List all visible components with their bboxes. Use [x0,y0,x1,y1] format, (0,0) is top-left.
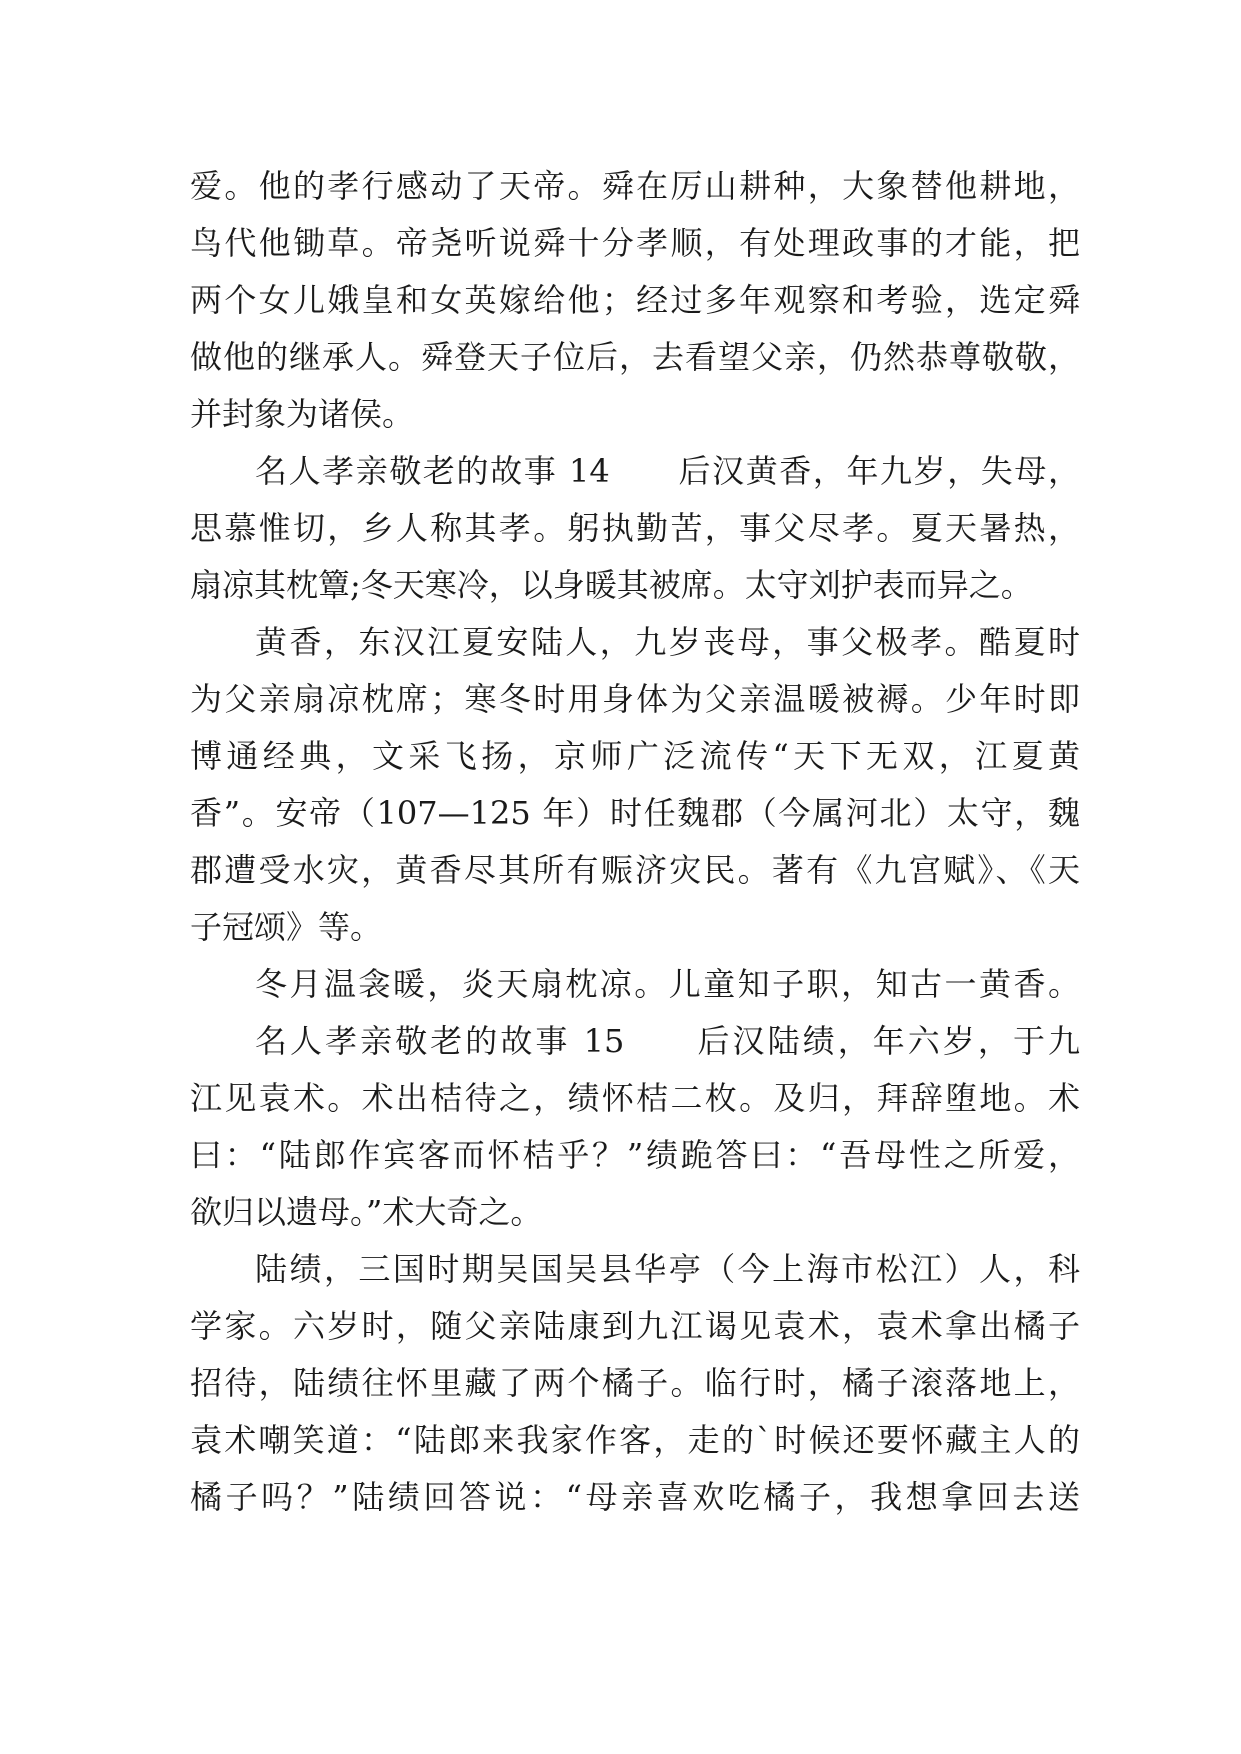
text-line: 香”。安帝（107—125 年）时任魏郡（今属河北）太守，魏 [190,794,1080,832]
text-line: 子冠颂》等。 [190,908,383,946]
text-line: 并封象为诸侯。 [190,395,415,433]
text-line: 郡遭受水灾，黄香尽其所有赈济灾民。著有《九宫赋》、《天 [190,851,1080,889]
text-line: 爱。他的孝行感动了天帝。舜在厉山耕种，大象替他耕地， [190,167,1080,205]
text-line: 思慕惟切，乡人称其孝。躬执勤苦，事父尽孝。夏天暑热， [190,509,1080,547]
text-line: 名人孝亲敬老的故事 15 后汉陆绩，年六岁，于九 [255,1022,1080,1060]
text-line: 扇凉其枕簟;冬天寒冷，以身暖其被席。太守刘护表而异之。 [190,566,1033,604]
text-line: 黄香，东汉江夏安陆人，九岁丧母，事父极孝。酷夏时 [255,623,1080,661]
text-line: 江见袁术。术出桔待之，绩怀桔二枚。及归，拜辞堕地。术 [190,1079,1080,1117]
text-line: 做他的继承人。舜登天子位后，去看望父亲，仍然恭尊敬敬， [190,338,1080,376]
text-line: 招待，陆绩往怀里藏了两个橘子。临行时，橘子滚落地上， [190,1364,1080,1402]
text-line: 冬月温衾暖，炎天扇枕凉。儿童知子职，知古一黄香。 [255,965,1080,1003]
text-line: 名人孝亲敬老的故事 14 后汉黄香，年九岁，失母， [255,452,1080,490]
text-line: 曰：“陆郎作宾客而怀桔乎？”绩跪答曰：“吾母性之所爱， [190,1136,1080,1174]
text-line: 欲归以遗母。”术大奇之。 [190,1193,543,1231]
text-line: 袁术嘲笑道：“陆郎来我家作客，走的`时候还要怀藏主人的 [190,1421,1080,1459]
text-line: 陆绩，三国时期吴国吴县华亭（今上海市松江）人，科 [255,1250,1080,1288]
text-line: 博通经典，文采飞扬，京师广泛流传“天下无双，江夏黄 [190,737,1080,775]
document-body [190,158,1080,1526]
text-line: 为父亲扇凉枕席；寒冬时用身体为父亲温暖被褥。少年时即 [190,680,1080,718]
text-line: 学家。六岁时，随父亲陆康到九江谒见袁术，袁术拿出橘子 [190,1307,1080,1345]
text-line: 两个女儿娥皇和女英嫁给他；经过多年观察和考验，选定舜 [190,281,1080,319]
text-line: 鸟代他锄草。帝尧听说舜十分孝顺，有处理政事的才能，把 [190,224,1080,262]
text-line: 橘子吗？”陆绩回答说：“母亲喜欢吃橘子，我想拿回去送 [190,1478,1080,1516]
